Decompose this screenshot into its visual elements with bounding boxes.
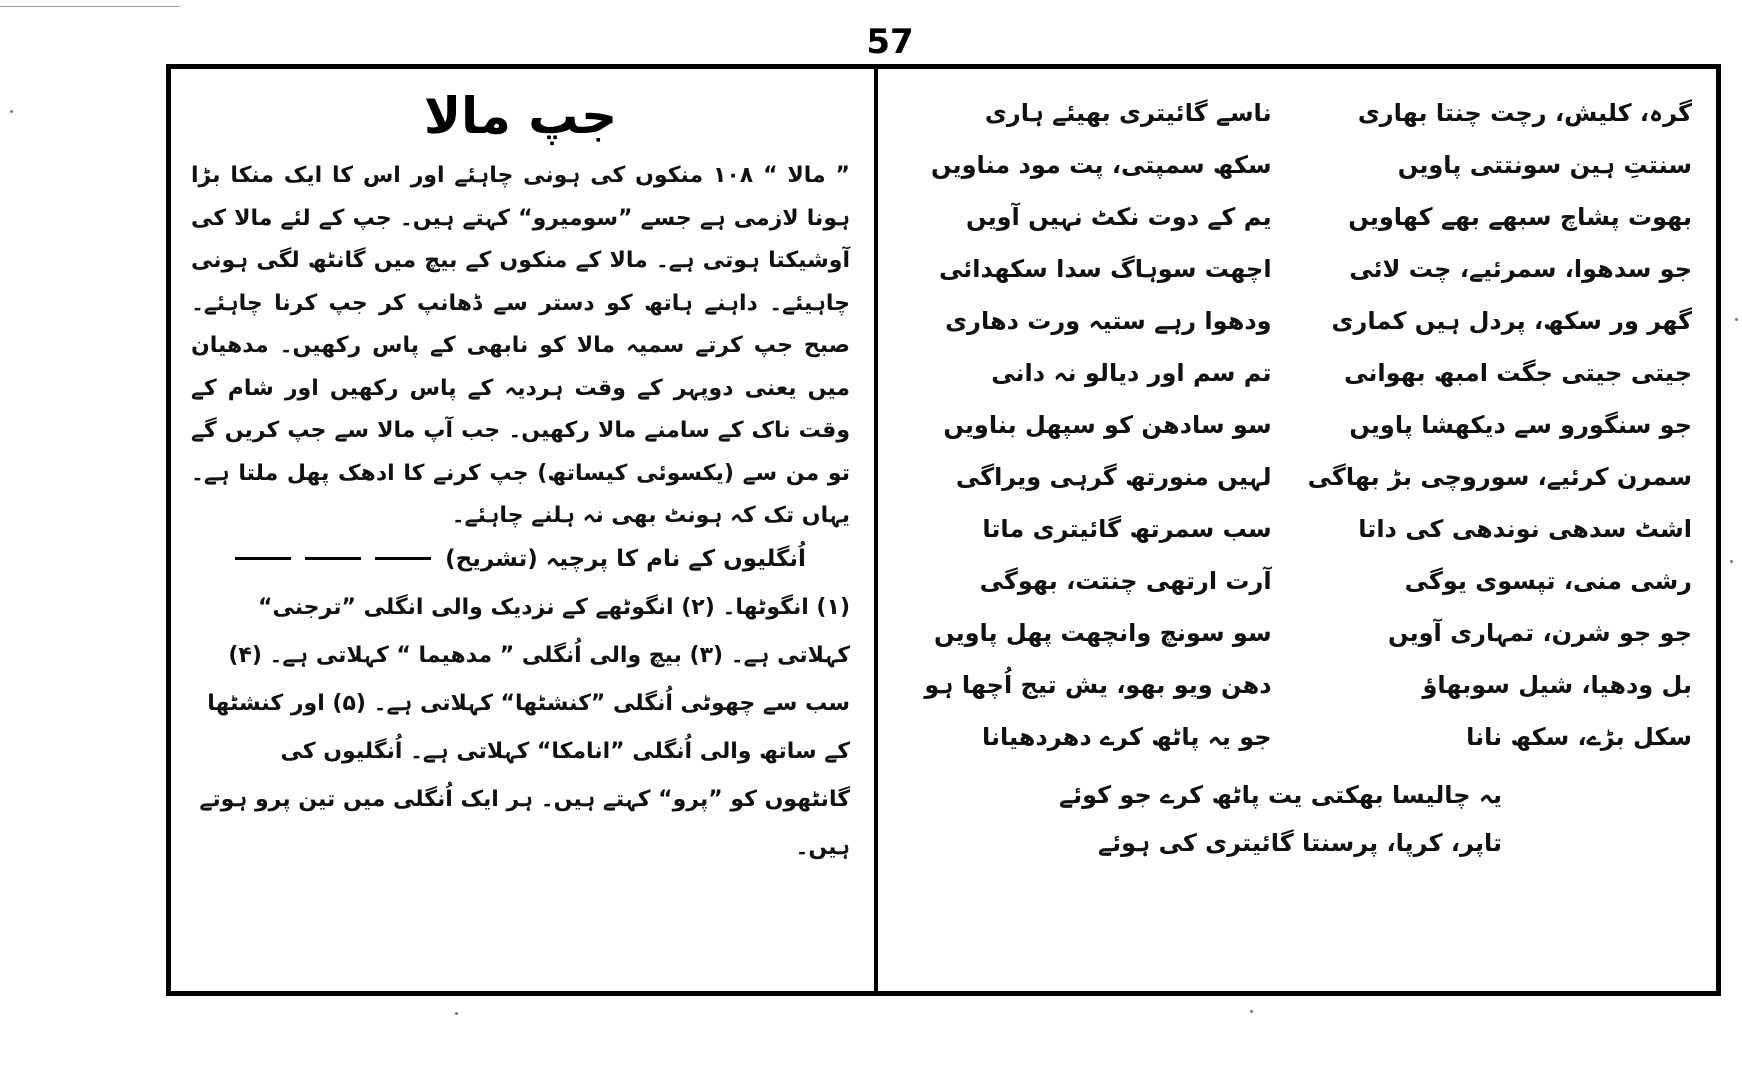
verse-line: رشی منی، تپسوی یوگی: [1404, 567, 1692, 595]
page-frame: [166, 64, 1721, 996]
verse-line: سکھ سمپتی، پت مود مناویں: [930, 151, 1272, 179]
verse-line: بھوت پشاچ سبھے بھے کھاویں: [1348, 203, 1692, 231]
verse-line: ناسے گائیتری بھیئے ہاری: [984, 99, 1272, 127]
left-column: [171, 69, 874, 991]
verse-line: گھر ور سکھ، پردل ہیں کماری: [1331, 307, 1692, 335]
scan-speck: [1250, 1010, 1253, 1013]
verse-line: سو سونچ وانچھت پھل پاویں: [934, 619, 1272, 647]
intro-line: ” مالا “ ۱۰۸ منکوں کی ہونی چاہئے اور اس کا ایک منکا بڑا ہونا لازمی ہے: [191, 163, 850, 231]
verse-line: بل ودھیا، شیل سوبھاؤ: [1422, 671, 1692, 699]
verse-line: لہیں منورتھ گرہی ویراگی: [955, 463, 1272, 491]
scan-speck: [1735, 318, 1738, 321]
verse-line: جو جو شرن، تمہاری آویں: [1388, 619, 1692, 647]
finger-line: والی اُنگلی ” مدھیما “ کہلاتی ہے۔ (۴) سب سے چھوٹی اُنگلی ”کنشٹھا“ کہلاتی: [228, 642, 850, 716]
scan-speck: [1730, 560, 1733, 563]
intro-line: جسے ”سومیرو“ کہتے ہیں۔ جپ کے لئے مالا کی آوشیکتا ہوتی ہے۔ مالا کے: [191, 205, 850, 273]
verse-line: گرہ، کلیش، رچت چنتا بھاری: [1357, 99, 1692, 127]
verse-line: جو سدھوا، سمرئیے، چت لائی: [1349, 255, 1692, 283]
verse-line: اچھت سوہاگ سدا سکھدائی: [938, 255, 1272, 283]
subheading: [191, 546, 850, 572]
closing-line: یہ چالیسا بھکتی یت پاٹھ کرے جو کوئے: [1059, 781, 1502, 809]
intro-line: میں یعنی دوپہر کے وقت ہردیہ کے پاس رکھیں اور شام کے وقت ناک کے: [191, 375, 851, 443]
verse-line: اشٹ سدھی نوندھی کی داتا: [1358, 515, 1692, 543]
verse-line: دھن ویو بھو، یش تیج اُچھا ہو: [924, 671, 1272, 699]
intro-line: کر جپ کرنا چاہئے۔ صبح جپ کرتے سمیہ مالا کو نابھی کے پاس رکھیں۔ مدھیان: [191, 290, 850, 358]
finger-paragraph: [191, 584, 850, 872]
finger-line: کو ”پرو“ کہتے ہیں۔ ہر ایک اُنگلی میں تین پرو ہوتے ہیں۔: [199, 786, 850, 860]
verse-line: یم کے دوت نکٹ نہیں آویں: [966, 203, 1272, 231]
intro-line: منکوں کے بیچ میں گانٹھ لگی ہونی چاہیئے۔ داہنے ہاتھ کو دستر سے ڈھانپ: [191, 248, 850, 316]
verse-line: سمرن کرئیے، سوروچی بڑ بھاگی: [1307, 463, 1692, 491]
subheading-text: اُنگلیوں کے نام کا پرچیہ (تشریح): [445, 545, 806, 572]
verse-line: آرت ارتھی چنتت، بھوگی: [979, 567, 1272, 595]
verse-line: ودھوا رہے ستیہ ورت دھاری: [945, 307, 1272, 335]
subheading-rule: [305, 557, 361, 560]
intro-line: جپ کرنے کا ادھک پھل ملتا ہے۔ یہاں تک کہ ہونٹ بھی نہ ہلنے چاہئے۔: [191, 460, 850, 528]
verse-line: جو یہ پاٹھ کرے دھردھیانا: [981, 723, 1272, 751]
scan-speck: [455, 1012, 458, 1015]
verse-grid: [902, 87, 1692, 763]
verse-line: سب سمرتھ گائیتری ماتا: [982, 515, 1272, 543]
finger-line: (۱) انگوٹھا۔ (۲) انگوٹھے کے نزدیک والی انگلی ”ترجنی“ کہلاتی ہے۔ (۳) بیچ: [257, 594, 850, 668]
verse-line: تم سم اور دیالو نہ دانی: [991, 359, 1272, 387]
closing-doha: [902, 771, 1692, 867]
verse-line: سنتتِ ہین سونتتی پاویں: [1397, 151, 1692, 179]
scan-edge-line: [0, 6, 180, 7]
finger-line: ہے۔ (۵) اور کنشٹھا کے ساتھ والی اُنگلی ”انامکا“ کہلاتی ہے۔ اُنگلیوں کی گانٹھوں: [207, 690, 850, 812]
verse-line: سو سادھن کو سپھل بناویں: [943, 411, 1272, 439]
verse-line: جو سنگورو سے دیکھشا پاویں: [1349, 411, 1692, 439]
page-number: 57: [866, 22, 914, 62]
intro-paragraph: [191, 155, 850, 538]
right-column: [878, 69, 1716, 991]
scan-speck: [10, 110, 13, 113]
verse-line: جیتی جیتی جگت امبھ بھوانی: [1344, 359, 1692, 387]
subheading-rule: [235, 557, 291, 560]
intro-line: سامنے مالا رکھیں۔ جب آپ مالا سے جپ کریں گے تو من سے (یکسوئی کیساتھ): [191, 418, 850, 486]
closing-line: تاپر، کرپا، پرسنتا گائیتری کی ہوئے: [1098, 829, 1502, 857]
section-title: جپ مالا: [423, 87, 618, 145]
subheading-rule: [375, 557, 431, 560]
verse-line: سکل بڑے، سکھ نانا: [1466, 723, 1692, 751]
